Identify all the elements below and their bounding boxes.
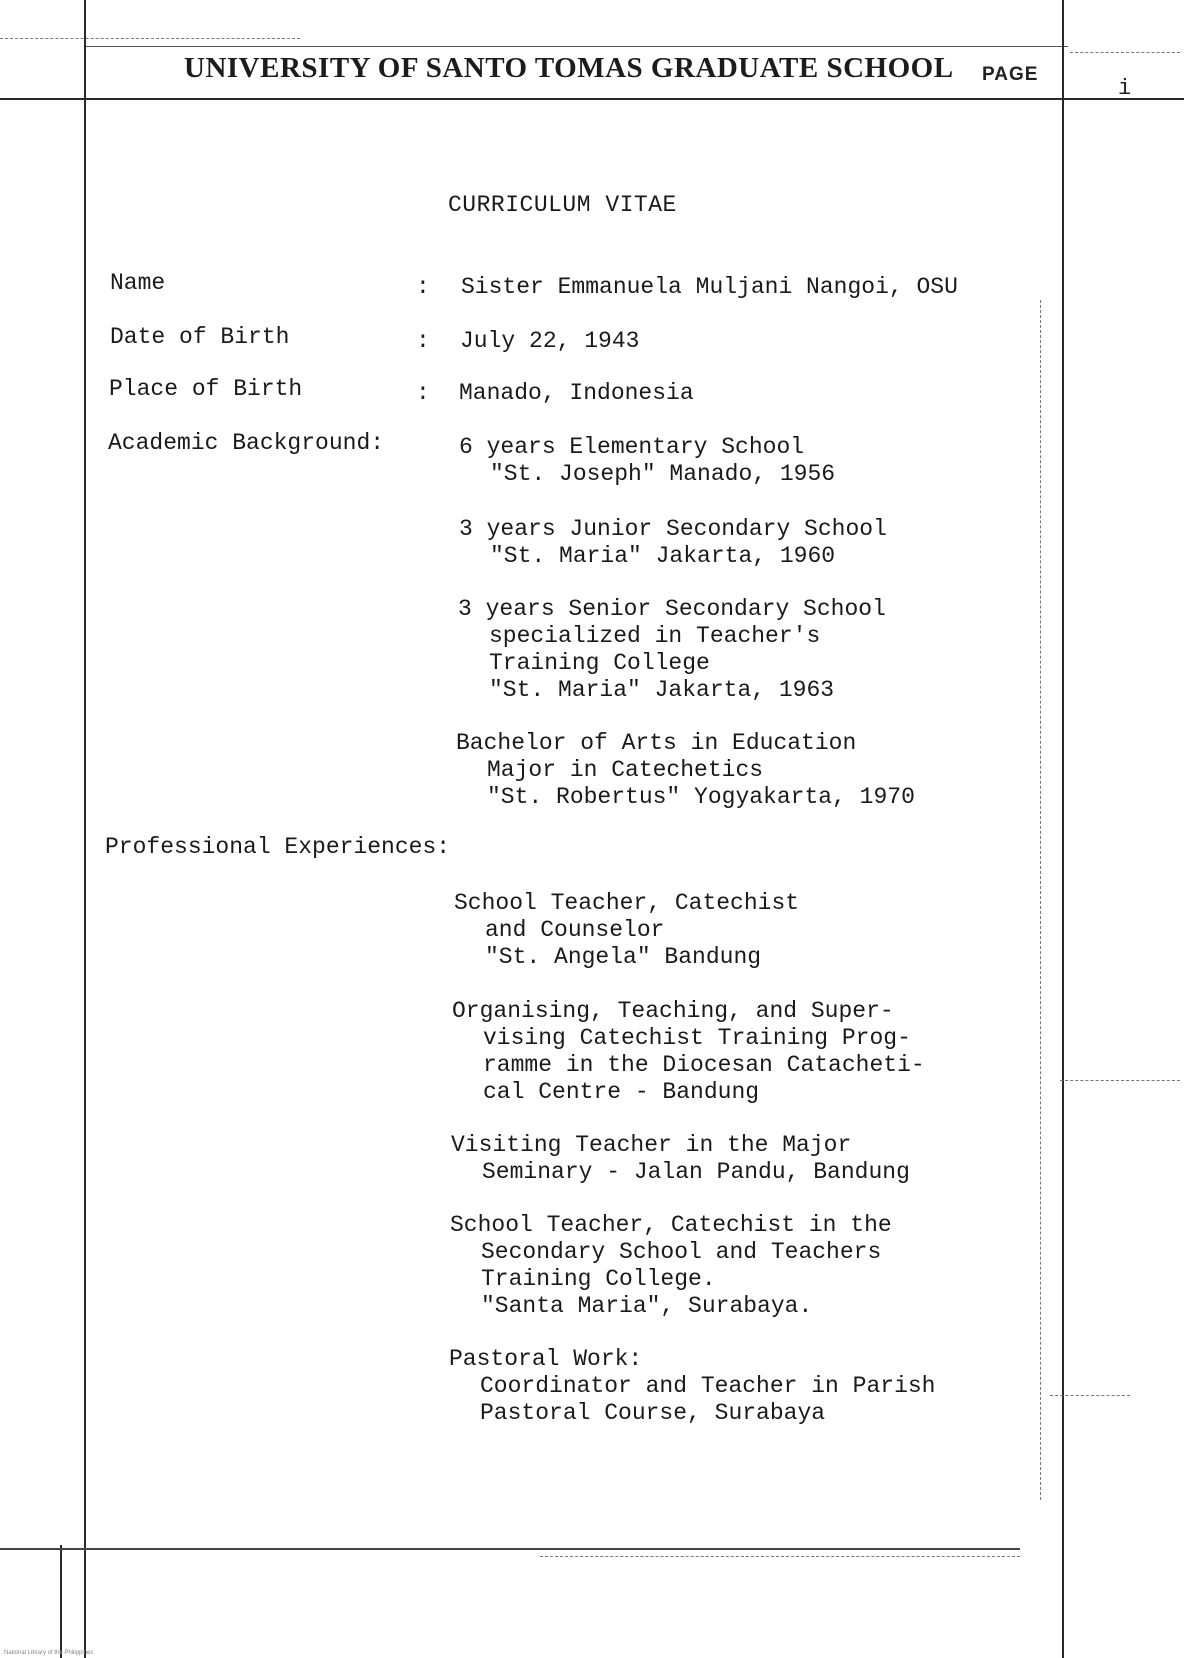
- page-label: PAGE: [982, 64, 1039, 85]
- entry-heading: School Teacher, Catechist: [454, 890, 800, 916]
- entry-line: Major in Catechetics: [487, 757, 764, 783]
- professional-entry: [450, 1212, 892, 1320]
- entry-line: cal Centre - Bandung: [483, 1079, 760, 1105]
- name-label: Name: [110, 270, 166, 296]
- entry-line: Training College.: [481, 1266, 716, 1292]
- name-value: Sister Emmanuela Muljani Nangoi, OSU: [461, 274, 958, 300]
- header-top-rule: [84, 46, 1068, 47]
- dob-value: July 22, 1943: [460, 328, 640, 354]
- academic-label: Academic Background:: [108, 430, 385, 456]
- entry-heading: Pastoral Work:: [449, 1346, 643, 1372]
- professional-entry: [454, 890, 799, 971]
- dob-label: Date of Birth: [110, 324, 290, 350]
- page-number: i: [1118, 76, 1132, 101]
- entry-line: and Counselor: [485, 917, 665, 943]
- right-scan-edge: [1040, 300, 1041, 1500]
- entry-line: Coordinator and Teacher in Parish: [480, 1373, 936, 1399]
- professional-entry: [449, 1346, 935, 1427]
- entry-line: "St. Angela" Bandung: [485, 944, 762, 970]
- pob-label: Place of Birth: [109, 376, 303, 402]
- name-colon: :: [416, 274, 430, 300]
- entry-heading: School Teacher, Catechist in the: [450, 1212, 892, 1238]
- entry-line: specialized in Teacher's: [489, 623, 821, 649]
- pob-value: Manado, Indonesia: [459, 380, 694, 406]
- right-edge-mark: [1060, 1080, 1180, 1081]
- entry-line: Seminary - Jalan Pandu, Bandung: [482, 1159, 910, 1185]
- dob-colon: :: [416, 328, 430, 354]
- right-margin-rule: [1062, 0, 1064, 1658]
- professional-entry: [452, 998, 925, 1106]
- microfilm-note: National Library of the Philippines: [4, 1650, 94, 1656]
- entry-line: "St. Joseph" Manado, 1956: [490, 461, 836, 487]
- entry-line: "Santa Maria", Surabaya.: [481, 1293, 813, 1319]
- document-title: CURRICULUM VITAE: [448, 192, 677, 218]
- entry-line: vising Catechist Training Prog-: [483, 1025, 911, 1051]
- left-margin-rule: [84, 0, 86, 1658]
- entry-heading: 3 years Junior Secondary School: [459, 516, 887, 542]
- footer-dashed-rule: [540, 1556, 1020, 1557]
- top-dashed-rule-right: [1070, 52, 1180, 53]
- professional-entry: [451, 1132, 910, 1186]
- entry-line: "St. Robertus" Yogyakarta, 1970: [487, 784, 915, 810]
- academic-entry: [459, 516, 887, 570]
- entry-line: ramme in the Diocesan Catacheti-: [483, 1052, 925, 1078]
- entry-line: "St. Maria" Jakarta, 1963: [489, 677, 835, 703]
- professional-label: Professional Experiences:: [105, 834, 451, 860]
- academic-entry: [458, 596, 886, 704]
- header-bottom-rule: [0, 98, 1184, 100]
- entry-line: "St. Maria" Jakarta, 1960: [490, 543, 836, 569]
- entry-line: Secondary School and Teachers: [481, 1239, 882, 1265]
- entry-heading: 6 years Elementary School: [459, 434, 805, 460]
- right-edge-mark-lower: [1050, 1395, 1130, 1396]
- entry-heading: Visiting Teacher in the Major: [451, 1132, 852, 1158]
- left-margin-rule-secondary: [60, 1545, 62, 1658]
- entry-line: Training College: [489, 650, 710, 676]
- academic-entry: [459, 434, 835, 488]
- entry-heading: 3 years Senior Secondary School: [458, 596, 886, 622]
- entry-line: Pastoral Course, Surabaya: [480, 1400, 826, 1426]
- top-dashed-rule: [0, 38, 300, 39]
- institution-header: UNIVERSITY OF SANTO TOMAS GRADUATE SCHOOL: [184, 52, 954, 84]
- footer-rule: [0, 1548, 1020, 1550]
- entry-heading: Organising, Teaching, and Super-: [452, 998, 894, 1024]
- academic-entry: [456, 730, 915, 811]
- entry-heading: Bachelor of Arts in Education: [456, 730, 857, 756]
- pob-colon: :: [416, 380, 430, 406]
